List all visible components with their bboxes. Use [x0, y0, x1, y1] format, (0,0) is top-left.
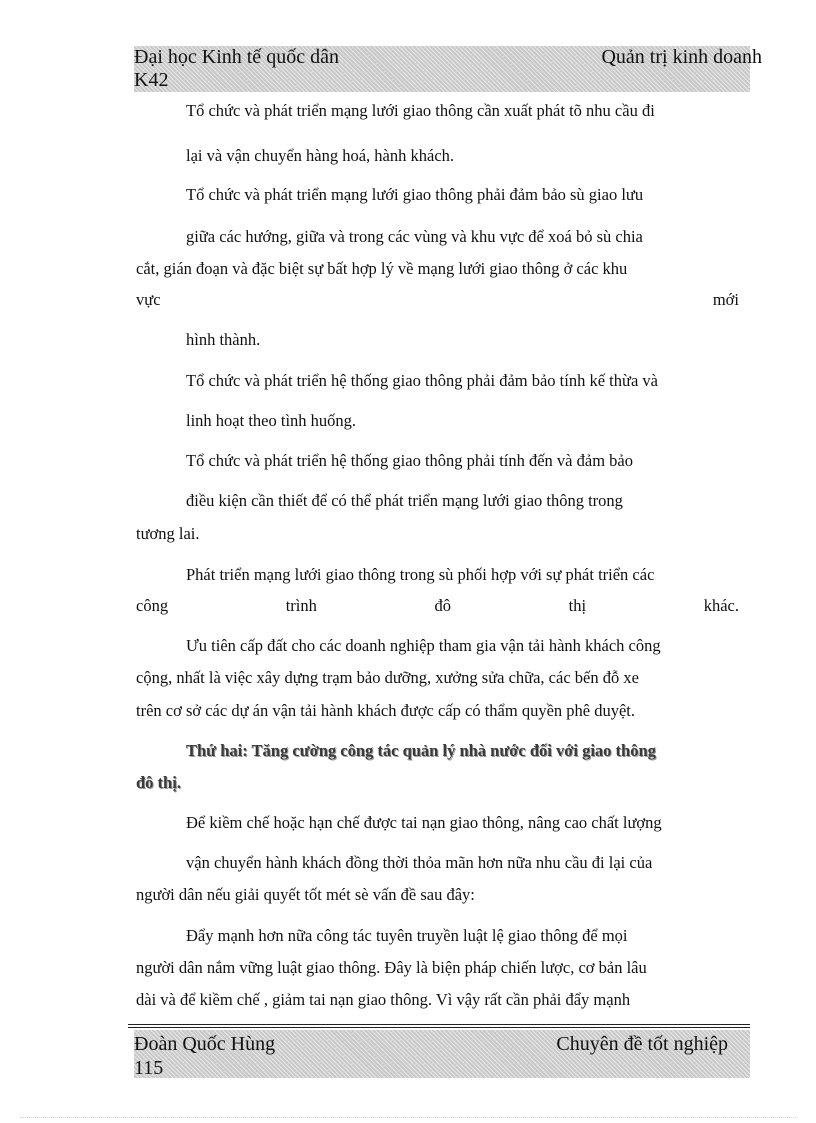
page-footer — [134, 1030, 750, 1078]
paragraph-line: cộng, nhất là việc xây dựng trạm bảo dưỡng, xưởng sửa chữa, các bến đỗ xe — [136, 668, 639, 687]
paragraph-line: Đẩy mạnh hơn nữa công tác tuyên truyền luật lệ giao thông để mọi — [186, 926, 628, 945]
paragraph-line: Phát triển mạng lưới giao thông trong sù phối hợp với sự phát triển các — [186, 565, 655, 584]
paragraph-line: Tổ chức và phát triển mạng lưới giao thông phải đảm bảo sù giao lưu — [186, 185, 644, 204]
page-number: 115 — [134, 1057, 164, 1079]
paragraph-line: Ưu tiên cấp đất cho các doanh nghiệp tham gia vận tải hành khách công — [186, 636, 661, 655]
bottom-dotted-border — [20, 1117, 796, 1118]
paragraph-line: Tổ chức và phát triển mạng lưới giao thông cần xuất phát tõ nhu cầu đi — [186, 101, 655, 120]
header-department: Quản trị kinh doanh — [601, 46, 762, 68]
paragraph-line: cắt, gián đoạn và đặc biệt sự bất hợp lý về mạng lưới giao thông ở các khu — [136, 259, 628, 278]
paragraph-line: Tổ chức và phát triển hệ thống giao thông phải tính đến và đảm bảo — [186, 451, 633, 470]
paragraph-line: giữa các hướng, giữa và trong các vùng và khu vực để xoá bỏ sù chia — [186, 227, 643, 246]
paragraph-line: vận chuyển hành khách đồng thời thỏa mãn hơn nữa nhu cầu đi lại của — [186, 853, 653, 872]
header-university: Đại học Kinh tế quốc dân — [134, 46, 339, 68]
section-heading: Thứ hai: Tăng cường công tác quản lý nhà nước đối với giao thông — [186, 741, 656, 760]
paragraph-line: tương lai. — [136, 524, 200, 543]
paragraph-line: Tổ chức và phát triển hệ thống giao thông phải đảm bảo tính kế thừa và — [186, 371, 658, 390]
section-heading-continued: đô thị. — [136, 773, 181, 792]
footer-rule-bottom — [128, 1027, 750, 1028]
footer-rule-top — [128, 1024, 750, 1025]
paragraph-line: người dân nếu giải quyết tốt mét sè vấn đề sau đây: — [136, 885, 475, 904]
footer-author: Đoàn Quốc Hùng — [134, 1033, 276, 1055]
paragraph-line: hình thành. — [186, 330, 261, 349]
header-class-code: K42 — [134, 69, 169, 91]
paragraph-line: lại và vận chuyển hàng hoá, hành khách. — [186, 146, 455, 165]
paragraph-line: công trình đô thị khác. — [136, 596, 739, 615]
page-header — [134, 46, 762, 92]
paragraph-line: vực mới — [136, 290, 739, 309]
paragraph-line: Để kiềm chế hoặc hạn chế được tai nạn giao thông, nâng cao chất lượng — [186, 813, 662, 832]
paragraph-line: người dân nắm vững luật giao thông. Đây là biện pháp chiến lược, cơ bản lâu — [136, 958, 647, 977]
paragraph-line: trên cơ sở các dự án vận tải hành khách được cấp có thẩm quyền phê duyệt. — [136, 701, 636, 720]
paragraph-line: điều kiện cần thiết để có thể phát triển mạng lưới giao thông trong — [186, 491, 623, 510]
paragraph-line: linh hoạt theo tình huống. — [186, 411, 357, 430]
paragraph-line: dài và để kiềm chế , giảm tai nạn giao thông. Vì vậy rất cần phải đẩy mạnh — [136, 990, 631, 1009]
footer-document-type: Chuyên đề tốt nghiệp — [556, 1033, 728, 1055]
